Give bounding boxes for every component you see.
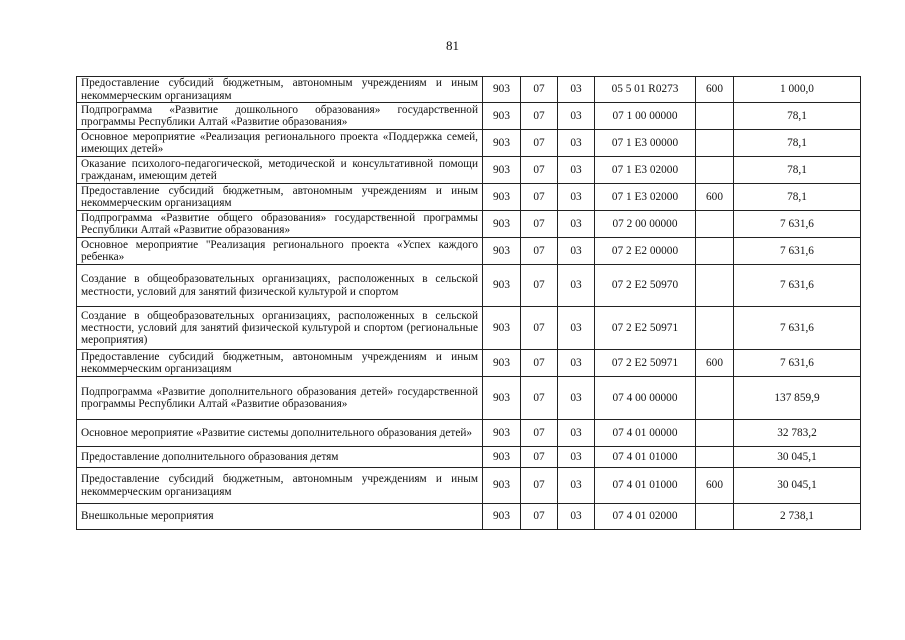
row-target-code: 07 4 01 00000 <box>595 420 696 447</box>
row-name: Основное мероприятие «Реализация регионального проекта «Поддержка семей, имеющих детей» <box>77 130 483 157</box>
row-target-code: 05 5 01 R0273 <box>595 77 696 103</box>
table-row <box>77 77 861 103</box>
table-row <box>77 350 861 377</box>
row-admin-code: 903 <box>483 77 521 103</box>
budget-table <box>76 76 861 530</box>
row-target-code: 07 2 E2 00000 <box>595 238 696 265</box>
row-name: Предоставление субсидий бюджетным, автономным учреждениям и иным некоммерческим организациям <box>77 77 483 103</box>
row-name: Оказание психолого-педагогической, методической и консультативной помощи гражданам, имеющим детей <box>77 157 483 184</box>
table-row <box>77 307 861 350</box>
row-amount: 32 783,2 <box>734 420 861 447</box>
row-expense-type <box>696 377 734 420</box>
row-amount: 7 631,6 <box>734 211 861 238</box>
row-admin-code: 903 <box>483 420 521 447</box>
row-expense-type: 600 <box>696 77 734 103</box>
row-name: Подпрограмма «Развитие общего образования» государственной программы Республики Алтай «Развитие образования» <box>77 211 483 238</box>
row-section: 07 <box>521 184 558 211</box>
row-target-code: 07 1 E3 00000 <box>595 130 696 157</box>
row-name: Предоставление дополнительного образования детям <box>77 447 483 468</box>
row-subsection: 03 <box>558 211 595 238</box>
row-subsection: 03 <box>558 420 595 447</box>
row-admin-code: 903 <box>483 350 521 377</box>
row-target-code: 07 2 E2 50971 <box>595 350 696 377</box>
row-subsection: 03 <box>558 238 595 265</box>
row-name: Подпрограмма «Развитие дошкольного образования» государственной программы Республики Алтай «Развитие образования» <box>77 103 483 130</box>
table-row <box>77 377 861 420</box>
table-row <box>77 447 861 468</box>
row-target-code: 07 4 01 02000 <box>595 504 696 530</box>
row-subsection: 03 <box>558 130 595 157</box>
table-row <box>77 420 861 447</box>
row-amount: 7 631,6 <box>734 350 861 377</box>
row-expense-type: 600 <box>696 468 734 504</box>
row-subsection: 03 <box>558 468 595 504</box>
row-section: 07 <box>521 77 558 103</box>
row-subsection: 03 <box>558 157 595 184</box>
row-name: Создание в общеобразовательных организациях, расположенных в сельской местности, условий для занятий физической культурой и спортом (региональные мероприятия) <box>77 307 483 350</box>
row-target-code: 07 2 E2 50971 <box>595 307 696 350</box>
row-admin-code: 903 <box>483 130 521 157</box>
table-row <box>77 504 861 530</box>
row-admin-code: 903 <box>483 157 521 184</box>
row-target-code: 07 1 E3 02000 <box>595 184 696 211</box>
row-target-code: 07 1 E3 02000 <box>595 157 696 184</box>
row-amount: 7 631,6 <box>734 238 861 265</box>
table-row <box>77 265 861 307</box>
row-admin-code: 903 <box>483 265 521 307</box>
row-expense-type <box>696 130 734 157</box>
row-admin-code: 903 <box>483 238 521 265</box>
row-amount: 78,1 <box>734 184 861 211</box>
row-amount: 30 045,1 <box>734 468 861 504</box>
row-name: Предоставление субсидий бюджетным, автономным учреждениям и иным некоммерческим организациям <box>77 184 483 211</box>
row-subsection: 03 <box>558 184 595 211</box>
row-admin-code: 903 <box>483 184 521 211</box>
row-subsection: 03 <box>558 307 595 350</box>
row-admin-code: 903 <box>483 504 521 530</box>
table-row <box>77 184 861 211</box>
page-number: 81 <box>446 38 459 53</box>
table-row <box>77 468 861 504</box>
table-row <box>77 130 861 157</box>
row-amount: 78,1 <box>734 103 861 130</box>
row-expense-type <box>696 504 734 530</box>
row-section: 07 <box>521 265 558 307</box>
row-section: 07 <box>521 468 558 504</box>
row-admin-code: 903 <box>483 468 521 504</box>
row-admin-code: 903 <box>483 307 521 350</box>
row-target-code: 07 4 01 01000 <box>595 447 696 468</box>
row-subsection: 03 <box>558 447 595 468</box>
row-amount: 78,1 <box>734 157 861 184</box>
row-subsection: 03 <box>558 77 595 103</box>
row-expense-type <box>696 157 734 184</box>
row-expense-type <box>696 238 734 265</box>
table-row <box>77 238 861 265</box>
row-name: Предоставление субсидий бюджетным, автономным учреждениям и иным некоммерческим организациям <box>77 350 483 377</box>
row-expense-type <box>696 447 734 468</box>
row-amount: 30 045,1 <box>734 447 861 468</box>
row-name: Основное мероприятие «Развитие системы дополнительного образования детей» <box>77 420 483 447</box>
table-row <box>77 211 861 238</box>
row-section: 07 <box>521 504 558 530</box>
row-admin-code: 903 <box>483 377 521 420</box>
row-admin-code: 903 <box>483 103 521 130</box>
row-target-code: 07 1 00 00000 <box>595 103 696 130</box>
row-amount: 1 000,0 <box>734 77 861 103</box>
row-expense-type <box>696 211 734 238</box>
row-name: Предоставление субсидий бюджетным, автономным учреждениям и иным некоммерческим организациям <box>77 468 483 504</box>
row-amount: 7 631,6 <box>734 307 861 350</box>
row-section: 07 <box>521 420 558 447</box>
row-expense-type <box>696 307 734 350</box>
row-admin-code: 903 <box>483 447 521 468</box>
row-section: 07 <box>521 130 558 157</box>
row-expense-type <box>696 103 734 130</box>
row-target-code: 07 4 01 01000 <box>595 468 696 504</box>
budget-table-body <box>77 77 861 530</box>
row-subsection: 03 <box>558 377 595 420</box>
row-target-code: 07 2 E2 50970 <box>595 265 696 307</box>
row-target-code: 07 4 00 00000 <box>595 377 696 420</box>
row-amount: 137 859,9 <box>734 377 861 420</box>
row-name: Основное мероприятие "Реализация регионального проекта «Успех каждого ребенка» <box>77 238 483 265</box>
row-subsection: 03 <box>558 504 595 530</box>
row-name: Создание в общеобразовательных организациях, расположенных в сельской местности, условий для занятий физической культурой и спортом <box>77 265 483 307</box>
table-row <box>77 157 861 184</box>
row-section: 07 <box>521 307 558 350</box>
row-amount: 7 631,6 <box>734 265 861 307</box>
row-subsection: 03 <box>558 103 595 130</box>
row-section: 07 <box>521 103 558 130</box>
row-section: 07 <box>521 211 558 238</box>
row-target-code: 07 2 00 00000 <box>595 211 696 238</box>
row-expense-type: 600 <box>696 184 734 211</box>
row-section: 07 <box>521 238 558 265</box>
row-subsection: 03 <box>558 350 595 377</box>
row-section: 07 <box>521 447 558 468</box>
row-name: Подпрограмма «Развитие дополнительного образования детей» государственной программы Республики Алтай «Развитие образования» <box>77 377 483 420</box>
row-amount: 78,1 <box>734 130 861 157</box>
row-admin-code: 903 <box>483 211 521 238</box>
row-expense-type <box>696 265 734 307</box>
row-expense-type: 600 <box>696 350 734 377</box>
row-subsection: 03 <box>558 265 595 307</box>
row-section: 07 <box>521 157 558 184</box>
row-section: 07 <box>521 350 558 377</box>
row-section: 07 <box>521 377 558 420</box>
row-amount: 2 738,1 <box>734 504 861 530</box>
row-expense-type <box>696 420 734 447</box>
row-name: Внешкольные мероприятия <box>77 504 483 530</box>
table-row <box>77 103 861 130</box>
